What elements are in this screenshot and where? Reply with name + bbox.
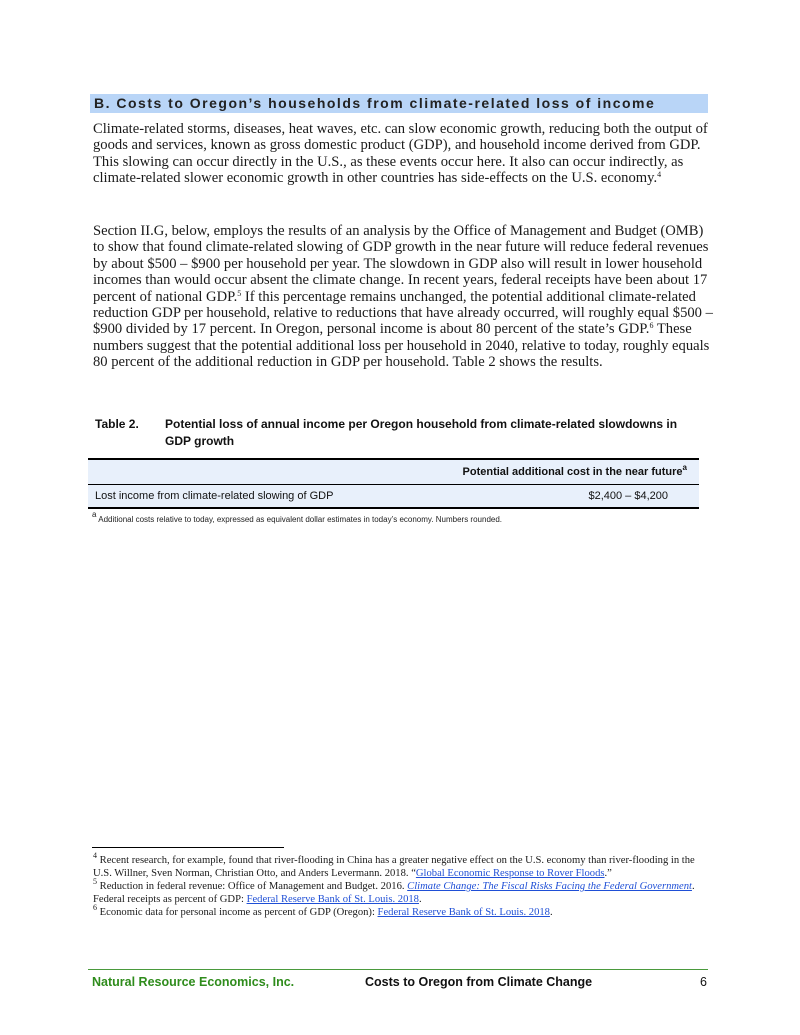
paragraph-text: Climate-related storms, diseases, heat waves, etc. can slow economic growth, reducing both the output of goods and services, known as gross domestic product (GDP), and household income derived from GDP. This slowing can occur directly in the U.S., as these events occur here. It also can occur indirectly, as climate-related slower economic growth in other countries has side-effects on the U.S. economy. xyxy=(93,121,708,187)
footnote-separator xyxy=(92,847,284,848)
footnote-text: Reduction in federal revenue: Office of Management and Budget. 2016. xyxy=(97,881,408,892)
footnote-marker: 6 xyxy=(93,903,97,912)
table-note xyxy=(92,510,702,525)
table-note-text: Additional costs relative to today, expressed as equivalent dollar estimates in today’s economy. Numbers rounded. xyxy=(96,515,503,524)
footnote-4 xyxy=(93,851,705,880)
footer-rule xyxy=(88,969,708,970)
footer-title: Costs to Oregon from Climate Change xyxy=(365,975,593,989)
footnote-link[interactable]: Federal Reserve Bank of St. Louis. 2018 xyxy=(246,894,419,905)
table-row xyxy=(88,485,699,507)
paragraph-climate-effects xyxy=(93,121,715,187)
footnote-ref-4[interactable]: 4 xyxy=(657,170,662,180)
column-header-note-marker: a xyxy=(682,463,687,472)
footnote-marker: 4 xyxy=(93,851,97,860)
footnote-text: .” xyxy=(604,868,612,879)
footnote-text: Economic data for personal income as percent of GDP (Oregon): xyxy=(97,907,378,918)
footnote-ref-6[interactable]: 6 xyxy=(649,321,654,331)
footnote-marker: 5 xyxy=(93,877,97,886)
row-label: Lost income from climate-related slowing of GDP xyxy=(95,490,334,502)
footnotes xyxy=(93,851,705,919)
footnote-link[interactable]: Global Economic Response to Rover Floods xyxy=(415,868,605,879)
section-heading: B. Costs to Oregon’s households from climate-related loss of income xyxy=(90,94,708,113)
footnote-link[interactable]: Federal Reserve Bank of St. Louis. 2018 xyxy=(377,907,550,918)
footnote-link[interactable]: Climate Change: The Fiscal Risks Facing the Federal Government xyxy=(407,881,692,892)
footnote-text: Recent research, for example, found that river-flooding in China has a greater negative effect on the U.S. economy than river-flooding in the U.S. Willner, Sven Norman, Christian Otto, and Anders Levermann. 2018. “ xyxy=(93,855,695,879)
paragraph-text: Section II.G, below, employs the results of an analysis by the Office of Management and Budget (OMB) to show that found climate-related slowing of GDP growth in the near future will reduce federal revenues by about $500 – $900 per household per year. The slowdown in GDP also will result in lower household incomes than would occur absent the climate change. In recent years, federal receipts have been about 17 percent of national GDP. xyxy=(93,223,709,305)
paragraph-text: If this percentage remains unchanged, the potential additional climate-related reduction GDP per household, relative to reductions that have already occurred, will roughly equal $500 – $900 divided by 17 percent. In Oregon, personal income is about 80 percent of the state’s GDP. xyxy=(93,288,713,338)
table-bottom-rule xyxy=(88,507,699,509)
footnote-5 xyxy=(93,877,705,906)
paragraph-omb-analysis xyxy=(93,223,715,371)
table-title: Potential loss of annual income per Oregon household from climate-related slowdowns in GDP growth xyxy=(165,417,678,448)
table-header xyxy=(88,460,699,484)
page-number: 6 xyxy=(700,975,707,989)
page-footer xyxy=(92,973,707,991)
footnote-text: . xyxy=(549,907,553,918)
footer-organization: Natural Resource Economics, Inc. xyxy=(92,975,295,989)
footnote-ref-5[interactable]: 5 xyxy=(237,288,242,298)
table-number: Table 2. xyxy=(95,417,139,431)
row-value: $2,400 – $4,200 xyxy=(588,490,668,502)
paragraph-text: These numbers suggest that the potential additional loss per household in 2040, relative to today, roughly equals 80 percent of the additional reduction in GDP per household. Table 2 shows the results. xyxy=(93,321,710,371)
column-header: Potential additional cost in the near future xyxy=(462,466,683,478)
footnote-text: . xyxy=(418,894,422,905)
footnote-6 xyxy=(93,903,705,919)
footnote-text: . Federal receipts as percent of GDP: xyxy=(93,881,695,905)
table-note-marker: a xyxy=(92,510,97,519)
